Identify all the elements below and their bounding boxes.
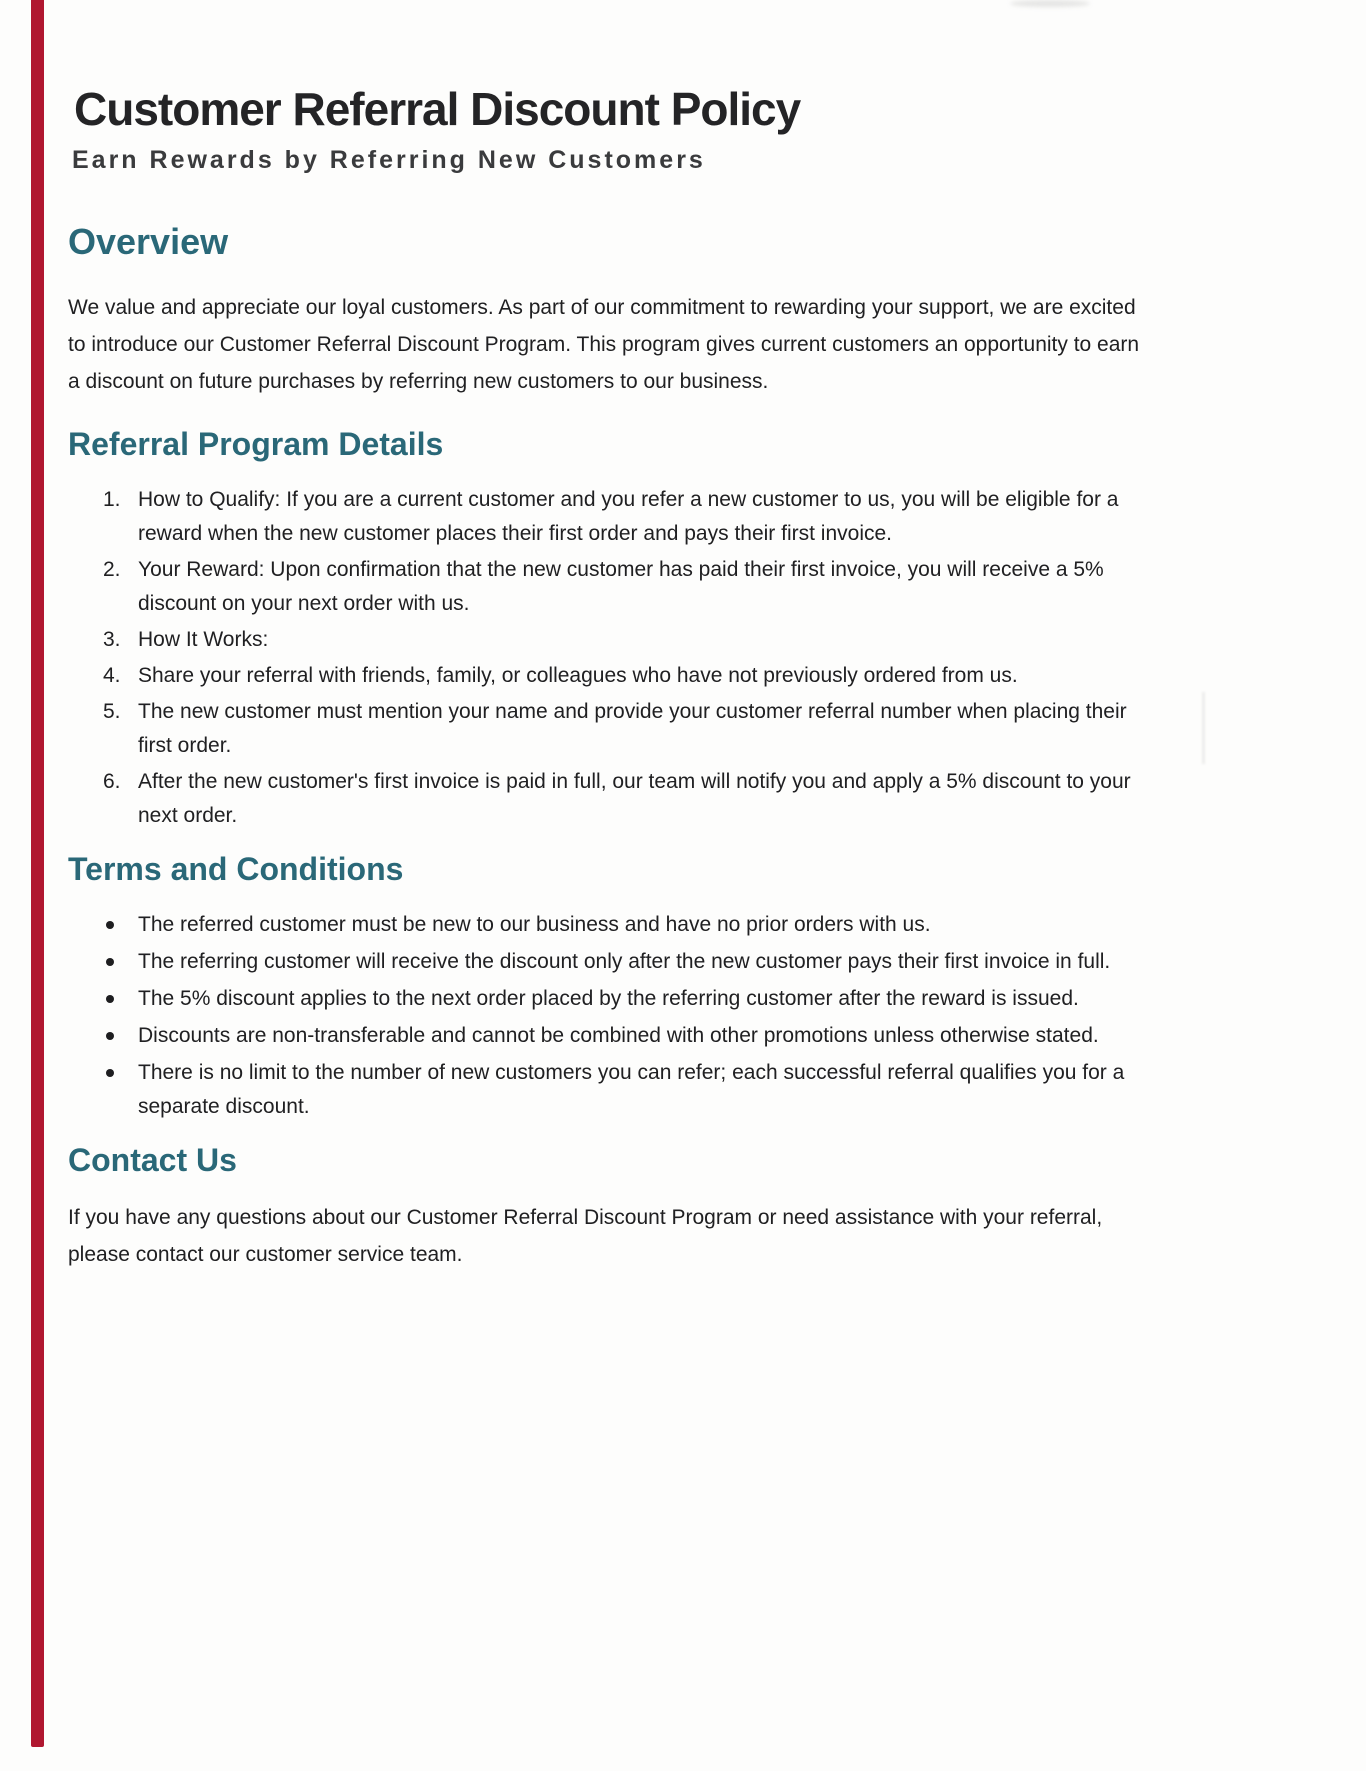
section-heading-contact: Contact Us — [68, 1141, 237, 1178]
list-item — [68, 1019, 1140, 1053]
list-item-number: 1. — [103, 487, 121, 511]
list-item-text: How to Qualify: If you are a current customer and you refer a new customer to us, you will be eligible for a reward when the new customer places their first order and pays their first invoice. — [138, 487, 1119, 545]
list-item-text: The new customer must mention your name and provide your customer referral number when placing their first order. — [138, 699, 1127, 757]
list-item-text: How It Works: — [138, 627, 269, 651]
bullet-dot-icon — [106, 921, 114, 929]
list-item — [68, 908, 1140, 942]
overview-paragraph: We value and appreciate our loyal customers. As part of our commitment to rewarding your support, we are excited to introduce our Customer Referral Discount Program. This program gives current customers an opportunity to earn a discount on future purchases by referring new customers to our business. — [68, 295, 1140, 393]
list-item-text: Discounts are non-transferable and cannot be combined with other promotions unless otherwise stated. — [138, 1023, 1099, 1047]
section-heading-overview: Overview — [68, 220, 229, 262]
list-item-text: Share your referral with friends, family, or colleagues who have not previously ordered from us. — [138, 663, 1018, 687]
bullet-dot-icon — [106, 1032, 114, 1040]
section-heading-terms: Terms and Conditions — [68, 850, 404, 887]
list-item — [68, 483, 1140, 551]
list-item-text: The referring customer will receive the discount only after the new customer pays their first invoice in full. — [138, 949, 1111, 973]
contact-paragraph: If you have any questions about our Customer Referral Discount Program or need assistance with your referral, please contact our customer service team. — [68, 1205, 1103, 1266]
list-item — [68, 945, 1140, 979]
list-item-text: Your Reward: Upon confirmation that the new customer has paid their first invoice, you will receive a 5% discount on your next order with us. — [138, 557, 1104, 615]
list-item-number: 2. — [103, 557, 121, 581]
list-item — [68, 695, 1140, 763]
document-subtitle: Earn Rewards by Referring New Customers — [72, 145, 706, 174]
bullet-dot-icon — [106, 958, 114, 966]
bullet-dot-icon — [106, 1069, 114, 1077]
section-heading-program-details: Referral Program Details — [68, 425, 444, 462]
list-item — [68, 1056, 1140, 1124]
list-item — [68, 982, 1140, 1016]
list-item-number: 3. — [103, 627, 121, 651]
document-title: Customer Referral Discount Policy — [74, 83, 801, 135]
list-item — [68, 623, 1140, 657]
list-item — [68, 765, 1140, 833]
terms-list — [68, 908, 1140, 1124]
list-item — [68, 659, 1140, 693]
program-details-list — [68, 483, 1140, 833]
bullet-dot-icon — [106, 995, 114, 1003]
list-item-number: 4. — [103, 663, 121, 687]
list-item-text: The referred customer must be new to our business and have no prior orders with us. — [138, 912, 931, 936]
list-item-text: After the new customer's first invoice is paid in full, our team will notify you and apply a 5% discount to your next order. — [138, 769, 1131, 827]
list-item-text: The 5% discount applies to the next order placed by the referring customer after the reward is issued. — [138, 986, 1079, 1010]
list-item — [68, 553, 1140, 621]
list-item-number: 6. — [103, 769, 121, 793]
list-item-text: There is no limit to the number of new customers you can refer; each successful referral qualifies you for a separate discount. — [138, 1060, 1125, 1118]
list-item-number: 5. — [103, 699, 121, 723]
